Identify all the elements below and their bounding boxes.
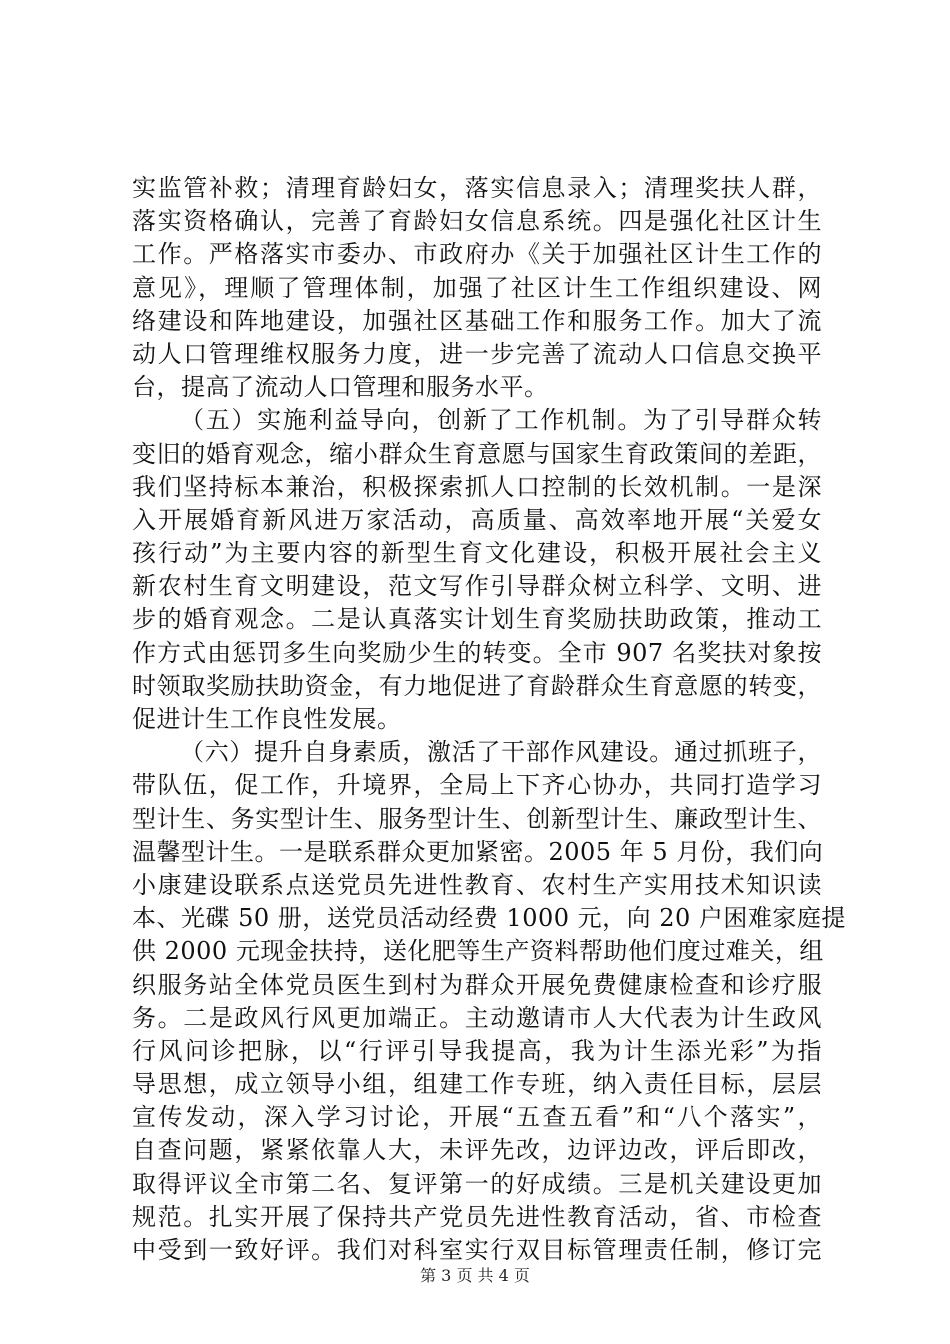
text-line: 小康建设联系点送党员先进性教育、农村生产实用技术知识读 <box>132 870 822 899</box>
text-line: 实监管补救；清理育龄妇女，落实信息录入；清理奖扶人群， <box>132 174 822 202</box>
document-body <box>132 172 846 1267</box>
text-line: 落实资格确认，完善了育龄妇女信息系统。四是强化社区计生 <box>132 207 822 236</box>
page-footer: 第 3 页 共 4 页 <box>420 1266 530 1285</box>
text-line: 本、光碟 50 册，送党员活动经费 1000 元，向 20 户困难家庭提 <box>132 904 846 933</box>
text-line: 作方式由惩罚多生向奖励少生的转变。全市 907 名奖扶对象按 <box>132 638 822 667</box>
text-line: 工作。严格落实市委办、市政府办《关于加强社区计生工作的 <box>132 240 822 269</box>
text-line: 新农村生育文明建设，范文写作引导群众树立科学、文明、进 <box>132 572 822 601</box>
text-line: 孩行动”为主要内容的新型生育文化建设，积极开展社会主义 <box>132 539 822 568</box>
text-line: 促进计生工作良性发展。 <box>132 705 402 733</box>
text-line: 型计生、务实型计生、服务型计生、创新型计生、廉政型计生、 <box>132 804 822 833</box>
text-line: （五）实施利益导向，创新了工作机制。为了引导群众转 <box>180 406 822 435</box>
text-line: 宣传发动，深入学习讨论，开展“五查五看”和“八个落实”， <box>132 1103 822 1132</box>
text-line: 务。二是政风行风更加端正。主动邀请市人大代表为计生政风 <box>132 1003 822 1032</box>
text-line: 取得评议全市第二名、复评第一的好成绩。三是机关建设更加 <box>132 1169 822 1198</box>
text-line: 络建设和阵地建设，加强社区基础工作和服务工作。加大了流 <box>132 306 822 335</box>
text-line: 时领取奖励扶助资金，有力地促进了育龄群众生育意愿的转变， <box>132 671 822 700</box>
text-line: 我们坚持标本兼治，积极探索抓人口控制的长效机制。一是深 <box>132 472 822 501</box>
text-line: 带队伍，促工作，升境界，全局上下齐心协办，共同打造学习 <box>132 771 822 800</box>
text-line: 温馨型计生。一是联系群众更加紧密。2005 年 5 月份，我们向 <box>132 837 824 866</box>
text-line: 行风问诊把脉，以“行评引导我提高，我为计生添光彩”为指 <box>132 1036 822 1065</box>
text-line: 供 2000 元现金扶持，送化肥等生产资料帮助他们度过难关，组 <box>132 937 824 966</box>
text-line: 导思想，成立领导小组，组建工作专班，纳入责任目标，层层 <box>132 1070 822 1099</box>
text-line: 变旧的婚育观念，缩小群众生育意愿与国家生育政策间的差距， <box>132 439 822 468</box>
text-line: 入开展婚育新风进万家活动，高质量、高效率地开展“关爱女 <box>132 505 822 534</box>
text-line: 规范。扎实开展了保持共产党员先进性教育活动，省、市检查 <box>132 1202 822 1231</box>
text-line: 自查问题，紧紧依靠人大，未评先改，边评边改，评后即改， <box>132 1136 822 1165</box>
text-line: 动人口管理维权服务力度，进一步完善了流动人口信息交换平 <box>132 339 822 368</box>
text-line: 步的婚育观念。二是认真落实计划生育奖励扶助政策，推动工 <box>132 605 822 634</box>
text-line: 织服务站全体党员医生到村为群众开展免费健康检查和诊疗服 <box>132 970 822 999</box>
text-line: 意见》，理顺了管理体制，加强了社区计生工作组织建设、网 <box>132 273 822 302</box>
text-line: （六）提升自身素质，激活了干部作风建设。通过抓班子， <box>180 738 822 767</box>
text-line: 中受到一致好评。我们对科室实行双目标管理责任制，修订完 <box>132 1236 822 1264</box>
text-line: 台，提高了流动人口管理和服务水平。 <box>132 373 549 402</box>
